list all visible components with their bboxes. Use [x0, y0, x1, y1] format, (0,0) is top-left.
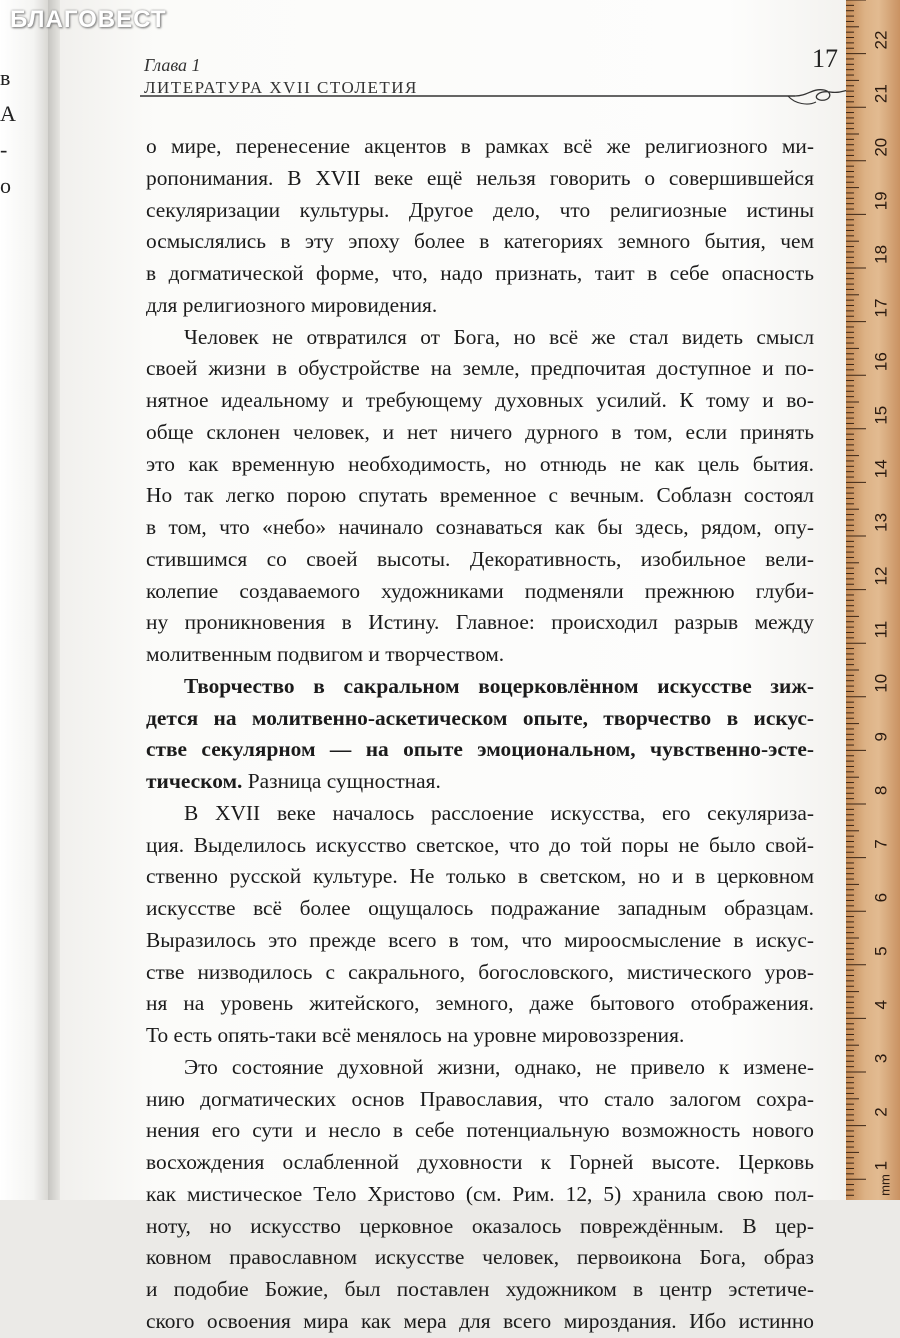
- wooden-ruler: [846, 0, 900, 1200]
- line-text: Это состояние духовной жизни, однако, не привело к измене-: [184, 1054, 814, 1079]
- ruler-number: 2: [871, 1107, 891, 1117]
- text-line: [146, 703, 814, 735]
- ruler-number: 15: [871, 405, 891, 425]
- line-text: осмыслялись в эту эпоху более в категориях земного бытия, чем: [146, 229, 814, 254]
- line-text: Выразилось это прежде всего в том, что мироосмысление в искус-: [146, 927, 814, 952]
- text-line: [146, 861, 814, 893]
- ruler-number: 7: [871, 839, 891, 849]
- text-line: [146, 734, 814, 766]
- line-text: стве низводилось с сакрального, богословского, мистического уров-: [146, 959, 814, 984]
- text-line: [146, 353, 814, 385]
- facing-page-glyph: о: [0, 173, 11, 198]
- text-line: [146, 1274, 814, 1306]
- text-line: [146, 290, 814, 322]
- line-text: нятное идеальному и требующему духовных усилий. К тому и во-: [146, 388, 814, 412]
- text-line: [146, 449, 814, 481]
- facing-page-edge: [0, 0, 48, 1200]
- text-line: [146, 1179, 814, 1211]
- text-line: [146, 988, 814, 1020]
- line-text: Человек не отвратился от Бога, но всё же стал видеть смысл: [184, 324, 814, 349]
- text-line: [146, 1115, 814, 1147]
- ruler-number: 12: [871, 566, 891, 586]
- line-text: нию догматических основ Православия, что стало залогом сохра-: [146, 1086, 814, 1111]
- line-text: стившимся со своей высоты. Декоративность, изобильное вели-: [146, 546, 814, 571]
- line-text: колепие создаваемого художниками подменяли прежнюю глуби-: [146, 578, 814, 603]
- text-line: [146, 607, 814, 639]
- ruler-number: 13: [871, 512, 891, 532]
- ruler-unit-label: mm: [877, 1174, 893, 1196]
- text-line: [146, 893, 814, 925]
- text-line: [146, 480, 814, 512]
- bold-text: стве секулярном — на опыте эмоциональном, чувственно-эсте-: [146, 737, 814, 762]
- line-text: молитвенным подвигом и творчеством.: [146, 642, 505, 666]
- ruler-number: 16: [871, 352, 891, 372]
- chapter-label: Глава 1: [144, 55, 201, 75]
- text-line: [146, 163, 814, 195]
- text-line: [146, 258, 814, 290]
- ruler-number: 5: [871, 946, 891, 956]
- line-text: и подобие Божие, был поставлен художником в центр эстетиче-: [146, 1277, 814, 1301]
- line-text: ну проникновения в Истину. Главное: происходил разрыв между: [146, 610, 814, 635]
- text-line: [146, 576, 814, 608]
- watermark-logo: БЛАГОВЕСТ: [10, 6, 167, 33]
- line-text: Но так легко порою спутать временное с вечным. Соблазн состоял: [146, 483, 814, 508]
- line-text: как мистическое Тело Христово (см. Рим. 12, 5) хранила свою пол-: [146, 1181, 814, 1206]
- ruler-number: 11: [871, 620, 891, 639]
- text-line: [146, 1242, 814, 1274]
- facing-page-glyph: в: [0, 65, 11, 90]
- text-line: [146, 1306, 814, 1338]
- bold-text: тическом.: [146, 769, 243, 793]
- text-line: [146, 798, 814, 830]
- page-number: 17: [812, 44, 838, 73]
- text-line: [146, 639, 814, 671]
- ruler-number: 1: [871, 1160, 891, 1171]
- text-line: [146, 512, 814, 544]
- ruler-number: 14: [871, 459, 891, 479]
- text-line: [146, 1211, 814, 1243]
- line-text: В XVII веке началось расслоение искусства, его секуляриза-: [184, 800, 814, 825]
- line-text: ня на уровень житейского, земного, даже бытового отображения.: [146, 991, 814, 1016]
- ruler-number: 19: [871, 191, 891, 211]
- header-rule-ornament: [140, 82, 855, 112]
- text-line: [146, 322, 814, 354]
- line-text: Разница сущностная.: [242, 769, 441, 793]
- ruler-number: 18: [871, 244, 891, 264]
- line-text: в догматической форме, что, надо признать, таит в себе опасность: [146, 261, 814, 285]
- line-text: нения его сути и несло в себе потенциальную возможность нового: [146, 1118, 814, 1143]
- line-text: ского освоения мира как мера для всего мироздания. Ибо истинно: [146, 1308, 814, 1333]
- line-text: ноту, но искусство церковное оказалось повреждённым. В цер-: [146, 1213, 814, 1238]
- text-line: [146, 830, 814, 862]
- facing-page-glyph: А: [0, 101, 16, 126]
- running-title: ЛИТЕРАТУРА XVII СТОЛЕТИЯ: [144, 78, 418, 97]
- line-text: искусстве всё более ощущалось подражание западным образцам.: [146, 896, 814, 920]
- line-text: То есть опять-таки всё менялось на уровне мировоззрения.: [146, 1023, 685, 1047]
- line-text: ропонимания. В XVII веке ещё нельзя говорить о совершившейся: [146, 165, 814, 190]
- ruler-number: 4: [871, 1000, 891, 1010]
- text-line: [146, 195, 814, 227]
- body-text: [146, 131, 814, 1338]
- ruler-number: 9: [871, 732, 891, 742]
- ruler-number: 6: [871, 892, 891, 903]
- text-line: [146, 1084, 814, 1116]
- text-line: [146, 226, 814, 258]
- ruler-number: 22: [871, 30, 891, 50]
- text-line: [146, 957, 814, 989]
- line-text: ция. Выделилось искусство светское, что до той поры не было свой-: [146, 832, 814, 857]
- text-line: [146, 925, 814, 957]
- bold-text: Творчество в сакральном воцерковлённом искусстве зиж-: [184, 673, 814, 698]
- line-text: восхождения ослабленной духовности к Горней высоте. Церковь: [146, 1150, 814, 1174]
- line-text: о мире, перенесение акцентов в рамках всё же религиозного ми-: [146, 134, 814, 158]
- line-text: для религиозного мировидения.: [146, 292, 438, 317]
- text-line: [146, 417, 814, 449]
- text-line: [146, 1020, 814, 1052]
- text-line: [146, 131, 814, 163]
- text-line: [146, 544, 814, 576]
- text-line: [146, 1052, 814, 1084]
- ruler-number: 17: [871, 298, 891, 318]
- line-text: ственно русской культуре. Не только в светском, но и в церковном: [146, 864, 814, 889]
- facing-page-glyph: -: [0, 137, 8, 162]
- bold-text: дется на молитвенно-аскетическом опыте, творчество в искус-: [146, 705, 814, 730]
- ruler-number: 3: [871, 1053, 891, 1064]
- line-text: ковном православном искусстве человек, первоикона Бога, образ: [146, 1245, 814, 1270]
- line-text: это как временную необходимость, но отнюдь не как цель бытия.: [146, 451, 814, 476]
- text-line: [146, 1147, 814, 1179]
- line-text: секуляризации культуры. Другое дело, что религиозные истины: [146, 197, 814, 222]
- book-gutter: [48, 0, 60, 1200]
- ruler-number: 8: [871, 785, 891, 796]
- ruler-number: 20: [871, 137, 891, 157]
- line-text: обще склонен человек, и нет ничего дурного в том, если принять: [146, 419, 814, 444]
- line-text: своей жизни в обустройстве на земле, предпочитая доступное и по-: [146, 356, 814, 381]
- facing-page-text: [0, 60, 16, 204]
- line-text: в том, что «небо» начинало сознаваться как бы здесь, рядом, опу-: [146, 515, 814, 539]
- ruler-number: 21: [871, 84, 891, 104]
- text-line: [146, 385, 814, 417]
- ruler-number: 10: [871, 673, 891, 693]
- text-line: [146, 671, 814, 703]
- text-line: [146, 766, 814, 798]
